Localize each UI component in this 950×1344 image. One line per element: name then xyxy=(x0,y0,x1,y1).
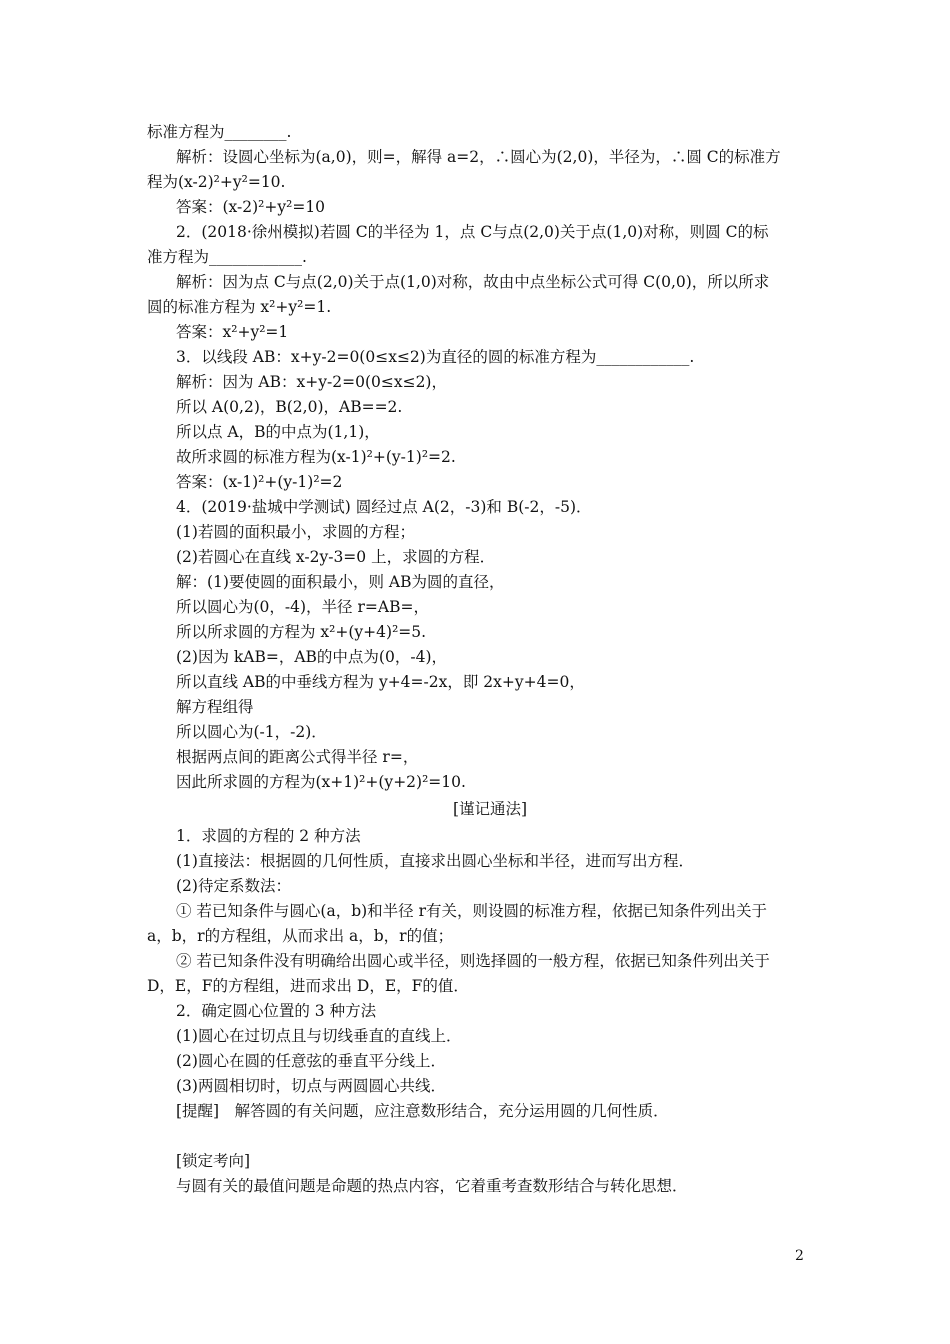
text-line: 所以圆心为(-1，-2)． xyxy=(176,723,327,741)
text-line: 答案：(x-2)²+y²=10 xyxy=(176,198,326,216)
text-line: 解析：因为 AB：x+y-2=0(0≤x≤2)， xyxy=(176,373,447,391)
text-line: 2．确定圆心位置的 3 种方法 xyxy=(176,1002,377,1020)
text-line: 1．求圆的方程的 2 种方法 xyxy=(176,827,361,845)
text-line: (2)若圆心在直线 x-2y-3=0 上，求圆的方程． xyxy=(176,548,496,566)
text-line: 故所求圆的标准方程为(x-1)²+(y-1)²=2. xyxy=(176,448,456,466)
text-line: 所以直线 AB的中垂线方程为 y+4=-2x，即 2x+y+4=0， xyxy=(176,673,585,691)
text-line: D，E，F的方程组，进而求出 D，E，F的值． xyxy=(147,977,469,995)
text-line: 答案：(x-1)²+(y-1)²=2 xyxy=(176,473,343,491)
text-line: a，b，r的方程组，从而求出 a，b，r的值； xyxy=(147,927,454,945)
text-line: 所以圆心为(0，-4)，半径 r=AB=， xyxy=(176,598,429,616)
text-line: 所以所求圆的方程为 x²+(y+4)²=5. xyxy=(176,623,427,641)
text-line: 圆的标准方程为 x²+y²=1. xyxy=(147,298,332,316)
text-line: 4．(2019·盐城中学测试) 圆经过点 A(2，-3)和 B(-2，-5)． xyxy=(176,498,592,516)
text-line: 解析：因为点 C与点(2,0)关于点(1,0)对称，故由中点坐标公式可得 C(0,0)，所以所求 xyxy=(176,273,770,291)
text-line: 答案：x²+y²=1 xyxy=(176,323,289,341)
text-line: 解：(1)要使圆的面积最小，则 AB为圆的直径， xyxy=(176,573,505,591)
section-heading: [谨记通法] xyxy=(452,800,528,818)
text-line: 根据两点间的距离公式得半径 r=， xyxy=(176,748,419,766)
text-line: (2)因为 kAB=，AB的中点为(0，-4)， xyxy=(176,648,447,666)
text-line: [提醒] 解答圆的有关问题，应注意数形结合，充分运用圆的几何性质． xyxy=(176,1102,669,1120)
section-heading: [锁定考向] xyxy=(176,1152,251,1170)
text-line: 所以 A(0,2)，B(2,0)，AB==2. xyxy=(176,398,403,416)
page-number: 2 xyxy=(795,1248,804,1264)
text-line: 解析：设圆心坐标为(a,0)，则=，解得 a=2，∴圆心为(2,0)，半径为，∴圆 C的标准方 xyxy=(176,148,781,166)
text-line: ① 若已知条件与圆心(a，b)和半径 r有关，则设圆的标准方程，依据已知条件列出关于 xyxy=(176,902,768,920)
text-line: 程为(x-2)²+y²=10. xyxy=(147,173,286,191)
text-line: 准方程为____________. xyxy=(147,248,307,266)
text-line: (1)若圆的面积最小，求圆的方程； xyxy=(176,523,415,541)
text-line: (2)待定系数法： xyxy=(176,877,291,895)
text-line: (1)直接法：根据圆的几何性质，直接求出圆心坐标和半径，进而写出方程． xyxy=(176,852,694,870)
text-line: 与圆有关的最值问题是命题的热点内容，它着重考查数形结合与转化思想． xyxy=(176,1177,688,1195)
text-line: 3．以线段 AB：x+y-2=0(0≤x≤2)为直径的圆的标准方程为____________. xyxy=(176,348,695,366)
text-line: 标准方程为________. xyxy=(147,123,292,141)
text-line: 因此所求圆的方程为(x+1)²+(y+2)²=10. xyxy=(176,773,466,791)
text-line: (3)两圆相切时，切点与两圆圆心共线． xyxy=(176,1077,446,1095)
text-line: ② 若已知条件没有明确给出圆心或半径，则选择圆的一般方程，依据已知条件列出关于 xyxy=(176,952,770,970)
text-line: (2)圆心在圆的任意弦的垂直平分线上． xyxy=(176,1052,446,1070)
text-line: 2．(2018·徐州模拟)若圆 C的半径为 1，点 C与点(2,0)关于点(1,0)对称，则圆 C的标 xyxy=(176,223,769,241)
text-line: 解方程组得 xyxy=(176,698,254,716)
text-line: (1)圆心在过切点且与切线垂直的直线上． xyxy=(176,1027,462,1045)
text-line: 所以点 A，B的中点为(1,1)， xyxy=(176,423,380,441)
